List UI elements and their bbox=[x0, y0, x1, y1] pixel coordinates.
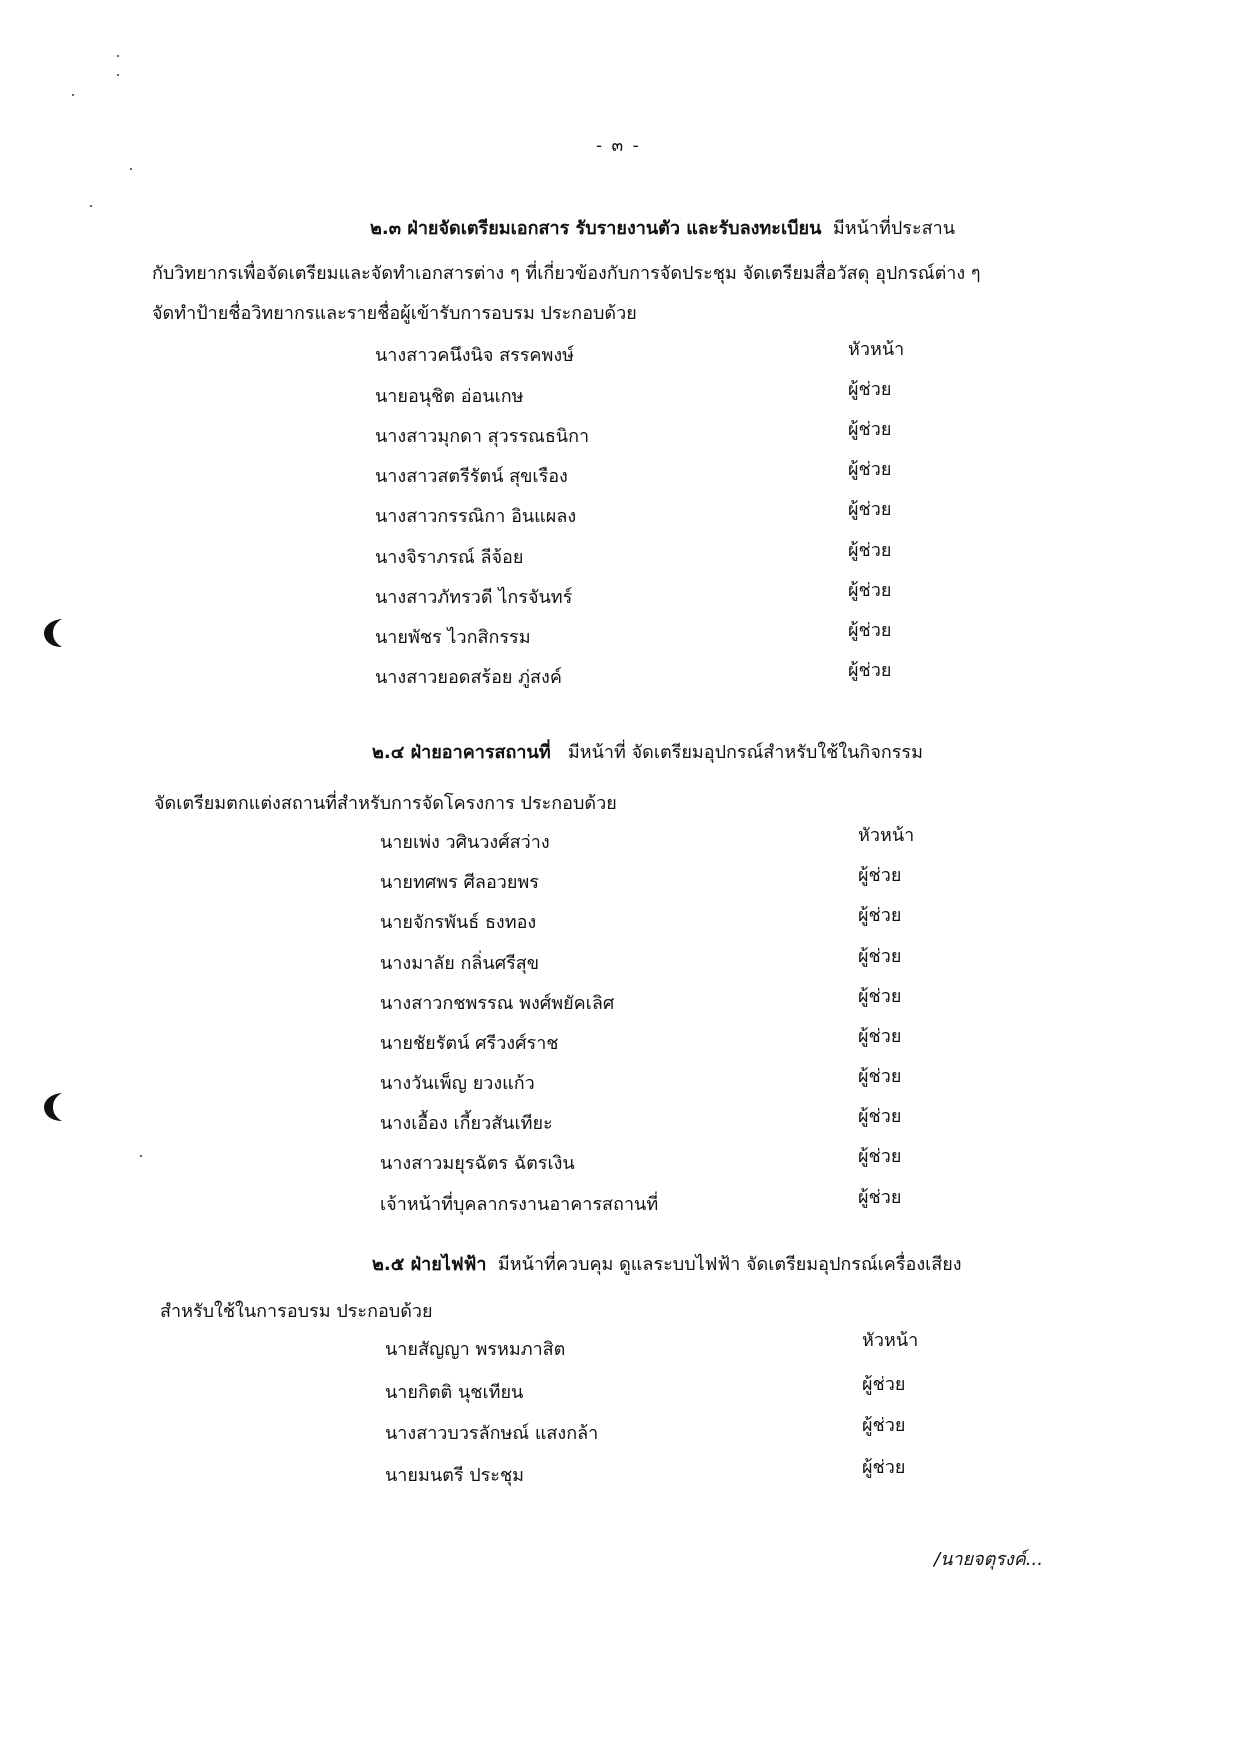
member-role: ผู้ช่วย bbox=[858, 865, 902, 886]
member-role: ผู้ช่วย bbox=[848, 379, 892, 400]
member-role: ผู้ช่วย bbox=[848, 499, 892, 520]
member-role: ผู้ช่วย bbox=[848, 660, 892, 681]
section-25-line1-text: มีหน้าที่ควบคุม ดูแลระบบไฟฟ้า จัดเตรียมอุปกรณ์เครื่องเสียง bbox=[497, 1254, 962, 1275]
member-role: ผู้ช่วย bbox=[858, 905, 902, 926]
member-name: นางสาวกรรณิกา อินแผลง bbox=[375, 506, 577, 527]
member-role: ผู้ช่วย bbox=[848, 580, 892, 601]
scan-speck bbox=[117, 55, 119, 57]
member-name: นางสาวบวรลักษณ์ แสงกล้า bbox=[385, 1423, 599, 1444]
member-role: ผู้ช่วย bbox=[848, 620, 892, 641]
member-name: นางเอื้อง เกี้ยวสันเทียะ bbox=[380, 1113, 553, 1134]
section-23-heading: ๒.๓ ฝ่ายจัดเตรียมเอกสาร รับรายงานตัว และรับลงทะเบียน bbox=[370, 218, 822, 239]
section-23-line1 bbox=[370, 213, 955, 242]
section-24-line1 bbox=[372, 737, 923, 766]
member-role: ผู้ช่วย bbox=[862, 1374, 906, 1395]
page-number: - ๓ - bbox=[596, 136, 641, 156]
member-role: หัวหน้า bbox=[862, 1330, 919, 1351]
section-24-line2: จัดเตรียมตกแต่งสถานที่สำหรับการจัดโครงการ ประกอบด้วย bbox=[154, 793, 617, 814]
scan-speck bbox=[117, 74, 119, 76]
member-role: ผู้ช่วย bbox=[848, 419, 892, 440]
member-role: ผู้ช่วย bbox=[862, 1415, 906, 1436]
member-name: นางสาวมยุรฉัตร ฉัตรเงิน bbox=[380, 1153, 575, 1174]
member-name: นางสาวสตรีรัตน์ สุขเรือง bbox=[375, 466, 568, 487]
member-name: นายกิตติ นุชเทียน bbox=[385, 1382, 524, 1403]
member-name: นายชัยรัตน์ ศรีวงศ์ราช bbox=[380, 1033, 559, 1054]
member-name: นายมนตรี ประชุม bbox=[385, 1465, 525, 1486]
scan-speck bbox=[130, 168, 132, 170]
punch-hole-icon bbox=[42, 1090, 68, 1124]
section-25-heading: ๒.๕ ฝ่ายไฟฟ้า bbox=[372, 1254, 487, 1275]
member-role: ผู้ช่วย bbox=[858, 1066, 902, 1087]
scan-speck bbox=[90, 205, 92, 207]
member-name: เจ้าหน้าที่บุคลากรงานอาคารสถานที่ bbox=[380, 1194, 659, 1215]
member-role: หัวหน้า bbox=[858, 825, 915, 846]
member-role: ผู้ช่วย bbox=[858, 1146, 902, 1167]
section-23-line3: จัดทำป้ายชื่อวิทยากรและรายชื่อผู้เข้ารับการอบรม ประกอบด้วย bbox=[152, 303, 637, 324]
member-role: ผู้ช่วย bbox=[848, 459, 892, 480]
member-role: ผู้ช่วย bbox=[848, 540, 892, 561]
member-name: นางสาวกชพรรณ พงศ์พยัคเลิศ bbox=[380, 993, 615, 1014]
member-name: นายเพ่ง วศินวงศ์สว่าง bbox=[380, 832, 550, 853]
member-name: นางมาลัย กลิ่นศรีสุข bbox=[380, 953, 540, 974]
member-name: นายอนุชิต อ่อนเกษ bbox=[375, 386, 524, 407]
section-25-line1 bbox=[372, 1249, 962, 1278]
member-name: นายพัชร ไวกสิกรรม bbox=[375, 627, 531, 648]
section-24-line1-text: มีหน้าที่ จัดเตรียมอุปกรณ์สำหรับใช้ในกิจกรรม bbox=[567, 742, 923, 763]
section-23-line2: กับวิทยากรเพื่อจัดเตรียมและจัดทำเอกสารต่าง ๆ ที่เกี่ยวข้องกับการจัดประชุม จัดเตรียมสื่อวัสดุ อุปกรณ์ต่าง ๆ bbox=[152, 263, 981, 284]
continuation-note: /นายจตุรงค์... bbox=[934, 1549, 1043, 1570]
member-name: นางสาวคนึงนิจ สรรคพงษ์ bbox=[375, 345, 574, 366]
scan-speck bbox=[72, 94, 74, 96]
member-role: ผู้ช่วย bbox=[858, 946, 902, 967]
member-name: นางสาวยอดสร้อย ภู่สงค์ bbox=[375, 667, 562, 688]
scan-speck bbox=[140, 1155, 142, 1157]
member-name: นายสัญญา พรหมภาสิต bbox=[385, 1339, 566, 1360]
section-23-line1-text: มีหน้าที่ประสาน bbox=[832, 218, 956, 239]
punch-hole-icon bbox=[42, 616, 68, 650]
member-name: นางจิราภรณ์ ลีจ้อย bbox=[375, 547, 524, 568]
member-role: ผู้ช่วย bbox=[858, 986, 902, 1007]
member-role: หัวหน้า bbox=[848, 339, 905, 360]
section-24-heading: ๒.๔ ฝ่ายอาคารสถานที่ bbox=[372, 742, 551, 763]
member-role: ผู้ช่วย bbox=[862, 1457, 906, 1478]
section-25-line2: สำหรับใช้ในการอบรม ประกอบด้วย bbox=[160, 1301, 433, 1322]
member-name: นายทศพร ศีลอวยพร bbox=[380, 872, 539, 893]
member-name: นางสาวภัทรวดี ไกรจันทร์ bbox=[375, 587, 573, 608]
member-role: ผู้ช่วย bbox=[858, 1106, 902, 1127]
member-name: นางสาวมุกดา สุวรรณธนิกา bbox=[375, 426, 590, 447]
member-name: นางวันเพ็ญ ยวงแก้ว bbox=[380, 1073, 535, 1094]
member-role: ผู้ช่วย bbox=[858, 1026, 902, 1047]
member-name: นายจักรพันธ์ ธงทอง bbox=[380, 912, 537, 933]
member-role: ผู้ช่วย bbox=[858, 1187, 902, 1208]
